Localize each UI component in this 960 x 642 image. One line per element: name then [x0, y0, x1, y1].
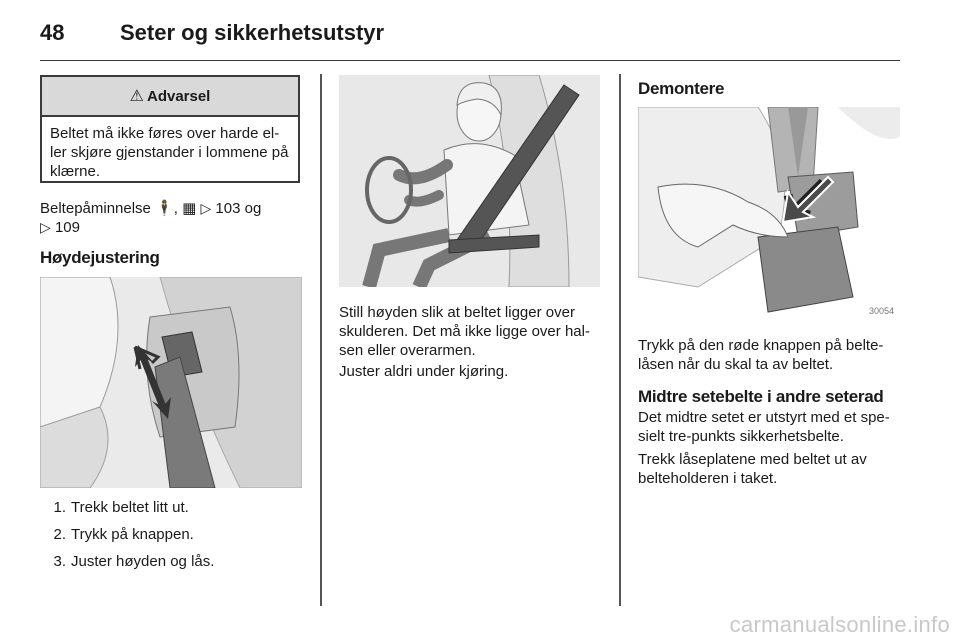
page-title: Seter og sikkerhetsutstyr — [120, 20, 385, 45]
page-ref-arrow-icon: ▷ — [40, 219, 51, 235]
belt-position-text: Still høyden slik at beltet ligger over skulderen. Det må ikke ligge over hal-sen eller overarmen. — [339, 304, 590, 359]
belt-height-adjuster-figure — [40, 277, 302, 488]
middle-belt-text-2: Trekk låseplatene med beltet ut av belteholderen i taket. — [638, 451, 867, 487]
list-item — [40, 552, 300, 571]
list-item — [40, 525, 300, 544]
height-adjust-steps — [40, 498, 300, 579]
warning-header — [42, 77, 298, 117]
middle-belt-heading: Midtre setebelte i andre seterad — [638, 387, 884, 406]
page-ref-1: 103 og — [215, 200, 262, 217]
list-item — [40, 498, 300, 517]
reminder-separator: , — [173, 200, 183, 217]
belt-buckle-release-figure — [638, 107, 900, 320]
remove-heading: Demontere — [638, 79, 725, 98]
step-number: 3. — [53, 553, 66, 570]
belt-reminder-label: Beltepåminnelse — [40, 200, 151, 217]
display-indicator-icon: ▦ — [182, 200, 197, 217]
warning-triangle-icon: ⚠ — [129, 88, 144, 105]
figure-code: 30054 — [868, 306, 894, 316]
step-text: Juster høyden og lås. — [71, 553, 215, 570]
step-text: Trykk på knappen. — [71, 526, 194, 543]
page-ref-2: 109 — [54, 219, 80, 236]
warning-title: Advarsel — [146, 87, 211, 105]
driver-belt-position-figure — [339, 75, 600, 287]
column-divider — [619, 74, 621, 606]
step-text: Trekk beltet litt ut. — [71, 499, 189, 516]
height-adjust-heading: Høydejustering — [40, 248, 160, 267]
belt-reminder-text — [40, 199, 300, 237]
remove-text: Trykk på den røde knappen på belte-låsen når du skal ta av beltet. — [638, 337, 884, 373]
watermark: carmanualsonline.info — [729, 612, 950, 637]
no-adjust-while-driving-text: Juster aldri under kjøring. — [339, 363, 509, 380]
page-ref-arrow-icon: ▷ — [200, 200, 212, 216]
warning-box — [40, 75, 300, 183]
step-number: 2. — [53, 526, 66, 543]
page-header — [40, 14, 900, 61]
seatbelt-indicator-icon: 🕴 — [155, 200, 174, 217]
page-number: 48 — [40, 20, 65, 45]
step-number: 1. — [53, 499, 66, 516]
column-divider — [320, 74, 322, 606]
middle-belt-text-1: Det midtre setet er utstyrt med et spe-sielt tre-punkts sikkerhetsbelte. — [638, 409, 890, 445]
warning-text: Beltet må ikke føres over harde el-ler skjøre gjenstander i lommene på klærne. — [50, 125, 289, 180]
